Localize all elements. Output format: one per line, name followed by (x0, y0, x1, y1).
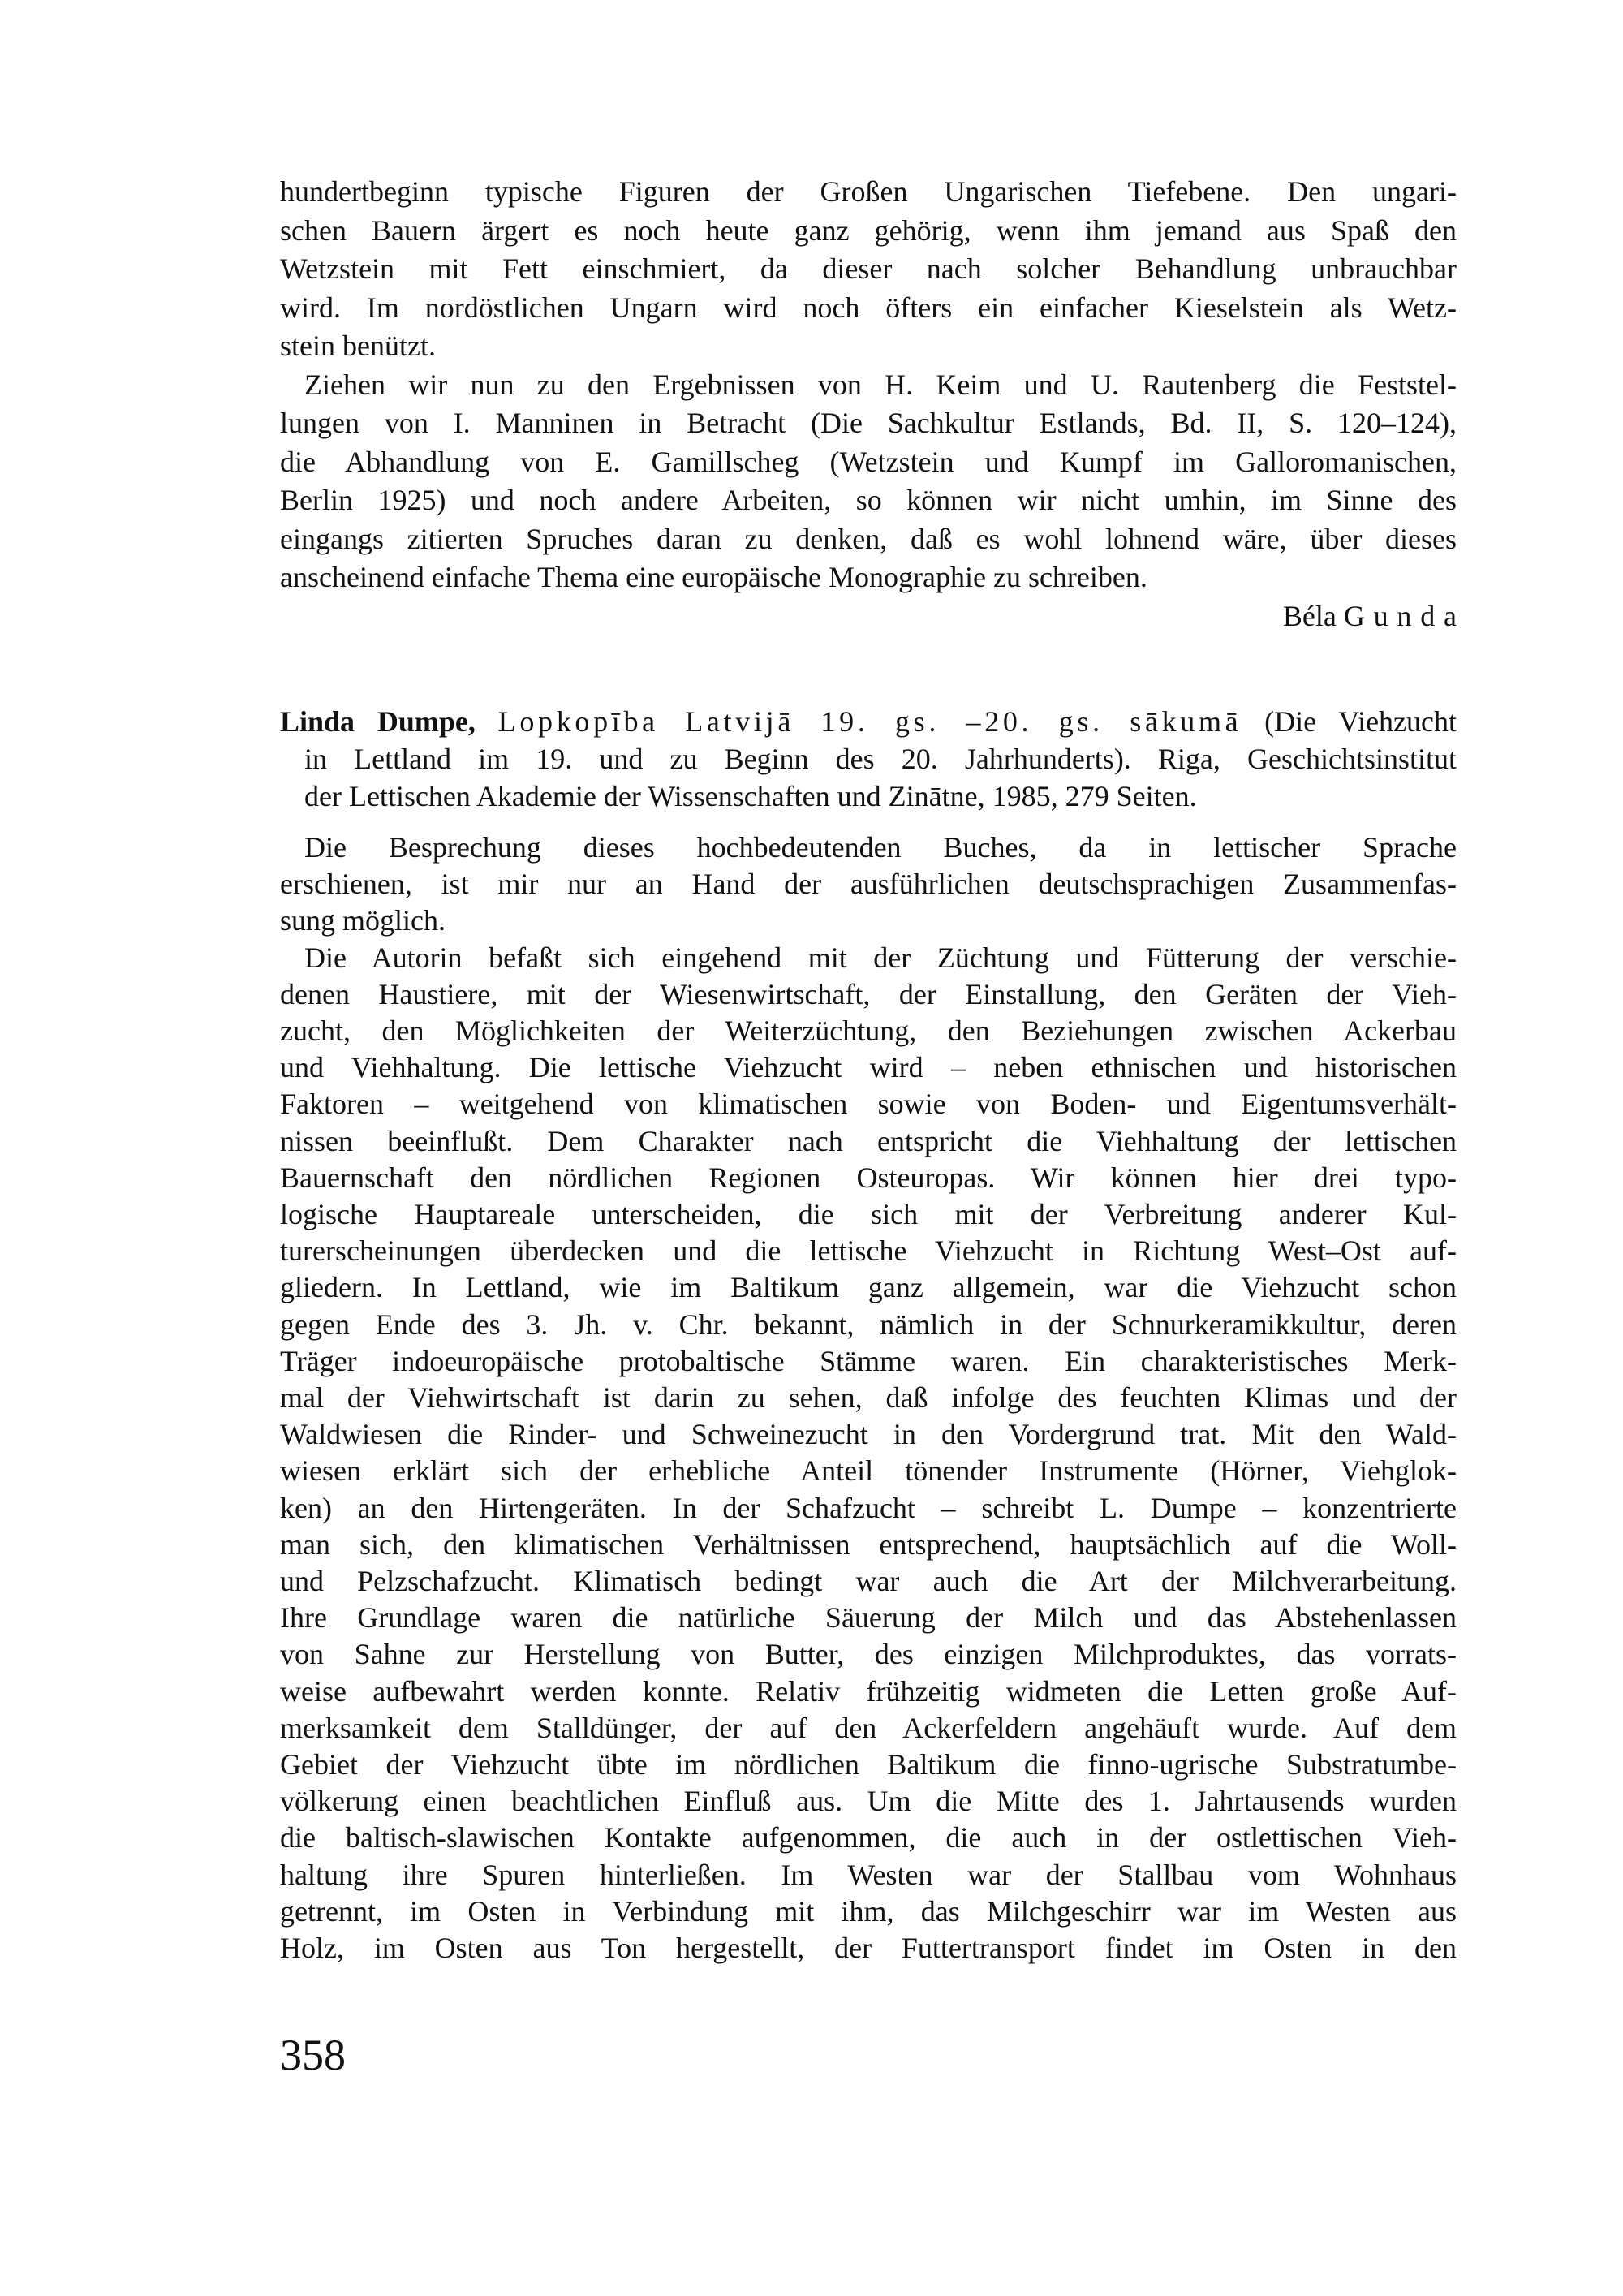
review-heading-line: der Lettischen Akademie der Wissenschaften und Zinātne, 1985, 279 Seiten. (304, 780, 1197, 812)
text-line: wiesen erklärt sich der erhebliche Anteil tönender Instrumente (Hörner, Viehglok- (280, 1454, 1457, 1488)
review-heading-line: in Lettland im 19. und zu Beginn des 20. Jahrhunderts). Riga, Geschichtsinstitut (304, 743, 1457, 775)
text-line: lungen von I. Manninen in Betracht (Die Sachkultur Estlands, Bd. II, S. 120–124), (280, 407, 1457, 439)
page-number: 358 (280, 2031, 346, 2079)
text-line: Waldwiesen die Rinder- und Schweinezucht in den Vordergrund trat. Mit den Wald- (280, 1418, 1457, 1451)
text-line: Faktoren – weitgehend von klimatischen sowie von Boden- und Eigentumsverhält- (280, 1088, 1457, 1121)
text-line: stein benützt. (280, 330, 436, 362)
signature-family-name: Gunda (1343, 599, 1466, 632)
text-line: Ziehen wir nun zu den Ergebnissen von H. Keim und U. Rautenberg die Feststel- (304, 368, 1457, 401)
text-line: Die Besprechung dieses hochbedeutenden Buches, da in lettischer Sprache (304, 831, 1457, 864)
text-line: Bauernschaft den nördlichen Regionen Osteuropas. Wir können hier drei typo- (280, 1161, 1457, 1194)
text-line: mal der Viehwirtschaft ist darin zu sehen, daß infolge des feuchten Klimas und der (280, 1381, 1457, 1415)
text-line: zucht, den Möglichkeiten der Weiterzüchtung, den Beziehungen zwischen Ackerbau (280, 1014, 1457, 1048)
text-line: die Abhandlung von E. Gamillscheg (Wetzstein und Kumpf im Galloromanischen, (280, 445, 1457, 478)
text-line: gliedern. In Lettland, wie im Baltikum ganz allgemein, war die Viehzucht schon (280, 1271, 1457, 1304)
text-line: sung möglich. (280, 904, 446, 937)
review-heading (280, 703, 1457, 815)
text-line: und Viehhaltung. Die lettische Viehzucht wird – neben ethnischen und historischen (280, 1051, 1457, 1084)
paragraph (280, 940, 1457, 1967)
reviewer-signature (280, 597, 1466, 636)
review-heading-line (280, 703, 1457, 740)
signature-given-name: Béla (1282, 599, 1337, 632)
paragraph (280, 173, 1457, 366)
text-line: die baltisch-slawischen Kontakte aufgenommen, die auch in der ostlettischen Vieh- (280, 1821, 1457, 1854)
text-line: Gebiet der Viehzucht übte im nördlichen Baltikum die finno-ugrische Substratumbe- (280, 1748, 1457, 1781)
text-line: von Sahne zur Herstellung von Butter, des einzigen Milchproduktes, das vorrats- (280, 1638, 1457, 1671)
text-line: Die Autorin befaßt sich eingehend mit der Züchtung und Fütterung der verschie- (304, 941, 1457, 974)
text-line: haltung ihre Spuren hinterließen. Im Westen war der Stallbau vom Wohnhaus (280, 1858, 1457, 1891)
obituary-closing-paragraphs (280, 173, 1457, 597)
text-line: völkerung einen beachtlichen Einfluß aus. Um die Mitte des 1. Jahrtausends wurden (280, 1785, 1457, 1818)
text-line: Ihre Grundlage waren die natürliche Säuerung der Milch und das Abstehenlassen (280, 1601, 1457, 1635)
text-line: logische Hauptareale unterscheiden, die sich mit der Verbreitung anderer Kul- (280, 1198, 1457, 1231)
review-author-name: Linda Dumpe, (280, 705, 476, 738)
text-line: weise aufbewahrt werden konnte. Relativ frühzeitig widmeten die Letten große Auf- (280, 1674, 1457, 1708)
text-line: Berlin 1925) und noch andere Arbeiten, so können wir nicht umhin, im Sinne des (280, 484, 1457, 516)
paragraph (280, 829, 1457, 940)
text-line: anscheinend einfache Thema eine europäische Monographie zu schreiben. (280, 561, 1147, 593)
review-book-title-latvian: Lopkopība Latvijā 19. gs. –20. gs. sākumā (497, 705, 1242, 738)
text-line: eingangs zitierten Spruches daran zu denken, daß es wohl lohnend wäre, über dieses (280, 522, 1457, 555)
text-line: gegen Ende des 3. Jh. v. Chr. bekannt, nämlich in der Schnurkeramikkultur, deren (280, 1307, 1457, 1341)
text-line: merksamkeit dem Stalldünger, der auf den Ackerfeldern angehäuft wurde. Auf dem (280, 1711, 1457, 1744)
review-book-title-german-start: (Die Viehzucht (1264, 705, 1457, 738)
text-line: nissen beeinflußt. Dem Charakter nach entspricht die Viehhaltung der lettischen (280, 1124, 1457, 1157)
top-section (280, 173, 1466, 635)
text-line: und Pelzschafzucht. Klimatisch bedingt war auch die Art der Milchverarbeitung. (280, 1565, 1457, 1598)
text-line: man sich, den klimatischen Verhältnissen entsprechend, hauptsächlich auf die Woll- (280, 1527, 1457, 1561)
text-line: Holz, im Osten aus Ton hergestellt, der Futtertransport findet im Osten in den (280, 1932, 1457, 1965)
text-line: denen Haustiere, mit der Wiesenwirtschaft, der Einstallung, den Geräten der Vieh- (280, 977, 1457, 1010)
text-line: getrennt, im Osten in Verbindung mit ihm, das Milchgeschirr war im Westen aus (280, 1894, 1457, 1928)
text-line: schen Bauern ärgert es noch heute ganz gehörig, wenn ihm jemand aus Spaß den (280, 213, 1457, 247)
text-line: ken) an den Hirtengeräten. In der Schafzucht – schreibt L. Dumpe – konzentrierte (280, 1491, 1457, 1524)
text-line: turerscheinungen überdecken und die lettische Viehzucht in Richtung West–Ost auf- (280, 1234, 1457, 1268)
text-line: Träger indoeuropäische protobaltische Stämme waren. Ein charakteristisches Merk- (280, 1344, 1457, 1377)
text-line: wird. Im nordöstlichen Ungarn wird noch öfters ein einfacher Kieselstein als Wetz- (280, 291, 1457, 324)
paragraph (280, 366, 1457, 597)
text-line: erschienen, ist mir nur an Hand der ausführlichen deutschsprachigen Zusammenfas- (280, 868, 1457, 901)
text-line: hundertbeginn typische Figuren der Großen Ungarischen Tiefebene. Den ungari- (280, 175, 1457, 208)
review-body (280, 829, 1457, 1966)
text-line: Wetzstein mit Fett einschmiert, da dieser nach solcher Behandlung unbrauchbar (280, 252, 1457, 285)
